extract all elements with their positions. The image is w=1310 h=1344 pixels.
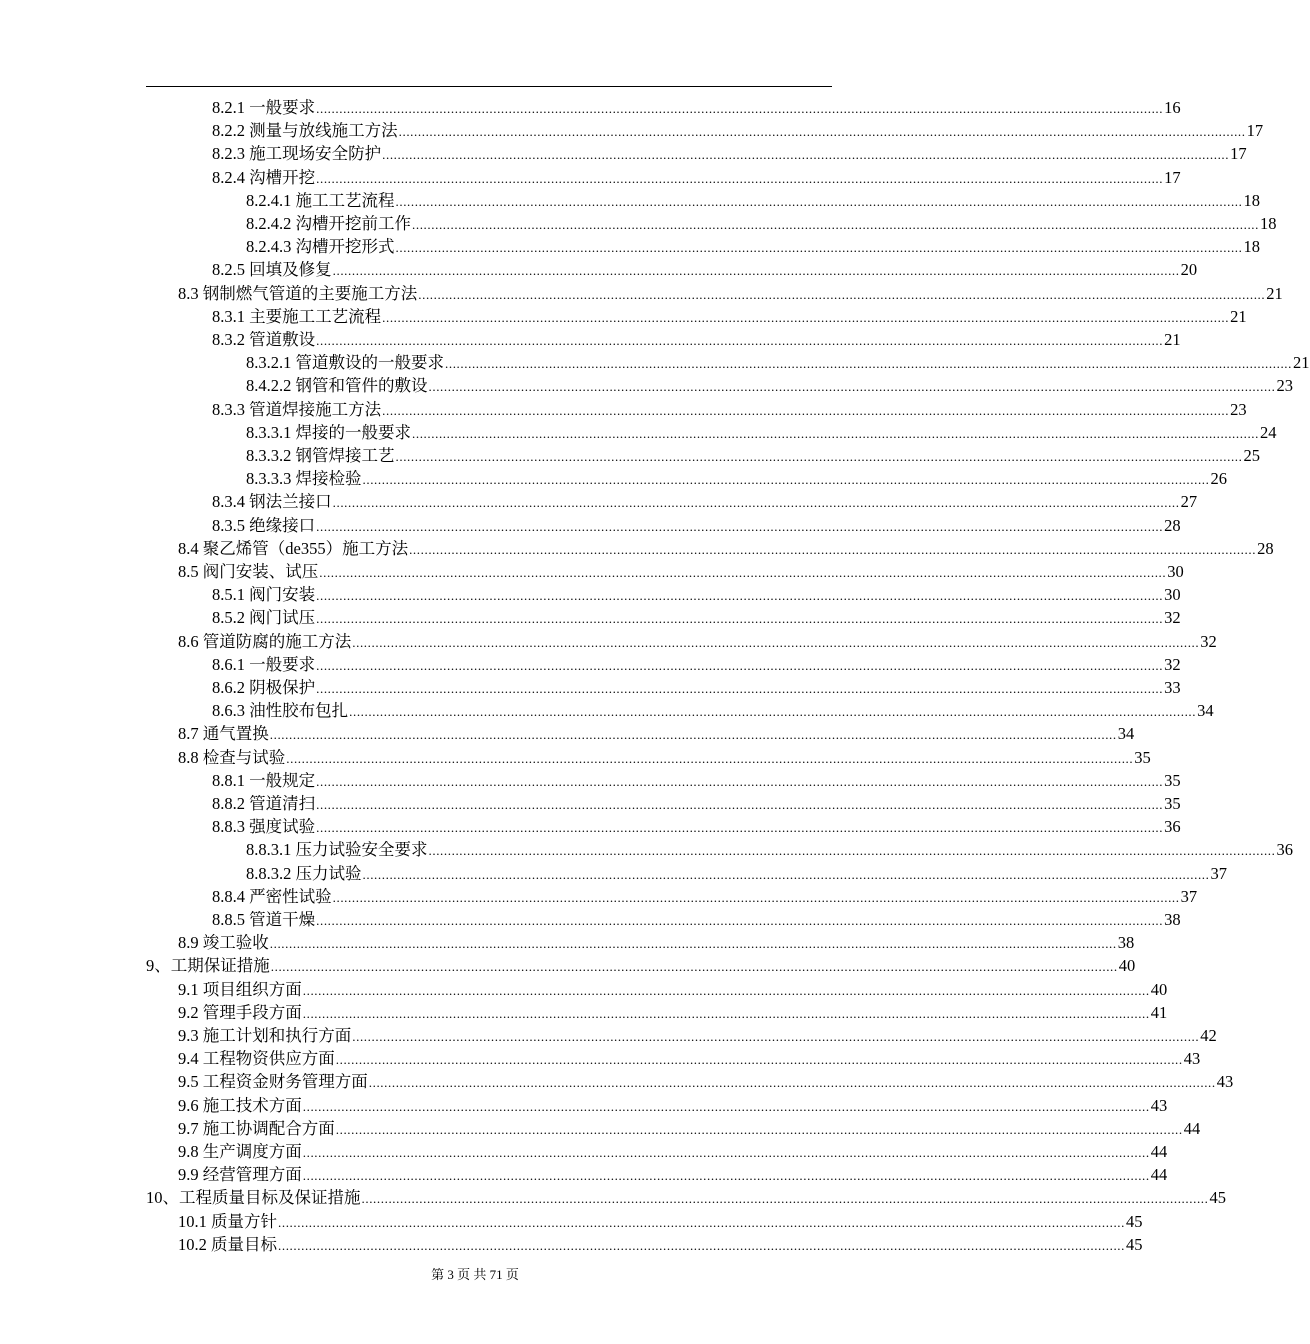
toc-entry[interactable]	[178, 1024, 1217, 1047]
toc-entry[interactable]	[212, 699, 1214, 722]
toc-entry-title: 8.3.3.2 钢管焊接工艺	[246, 446, 395, 465]
toc-entry[interactable]	[212, 328, 1181, 351]
toc-entry[interactable]	[246, 467, 1227, 490]
toc-entry-page: 43	[1216, 1072, 1234, 1092]
toc-entry-page: 41	[1150, 1002, 1168, 1022]
toc-dot-leader: ............................................................................................................................................................................................................................	[316, 611, 1164, 627]
toc-entry[interactable]	[246, 838, 1293, 861]
toc-entry-title: 8.8.1 一般规定	[212, 770, 316, 790]
toc-entry-title: 8.8 检查与试验	[178, 747, 286, 767]
toc-entry-page: 17	[1164, 167, 1181, 187]
toc-entry[interactable]	[146, 1186, 1226, 1209]
toc-entry[interactable]	[246, 374, 1293, 397]
toc-dot-leader: ............................................................................................................................................................................................................................	[349, 704, 1197, 720]
toc-entry-title: 8.8.3.2 压力试验	[246, 863, 362, 883]
toc-entry-page: 44	[1183, 1118, 1201, 1138]
toc-entry[interactable]	[212, 792, 1181, 815]
toc-dot-leader: ............................................................................................................................................................................................................................	[278, 1214, 1125, 1230]
toc-entry-title: 8.2.4.1 施工工艺流程	[246, 190, 395, 210]
toc-entry-page: 21	[1230, 306, 1247, 326]
toc-entry[interactable]	[246, 235, 1260, 258]
toc-entry-page: 45	[1126, 1211, 1143, 1231]
toc-entry-page: 43	[1150, 1095, 1168, 1115]
toc-dot-leader: ............................................................................................................................................................................................................................	[270, 959, 1118, 975]
toc-entry-title: 8.3.2 管道敷设	[212, 330, 316, 349]
toc-dot-leader: ............................................................................................................................................................................................................................	[412, 217, 1259, 232]
toc-entry-title: 8.3.1 主要施工工艺流程	[212, 306, 382, 326]
toc-dot-leader: ............................................................................................................................................................................................................................	[368, 1075, 1216, 1091]
toc-entry-title: 10.2 质量目标	[178, 1234, 277, 1254]
toc-entry-title: 8.3.3 管道焊接施工方法	[212, 399, 382, 419]
toc-entry-page: 30	[1164, 585, 1181, 605]
toc-dot-leader: ............................................................................................................................................................................................................................	[382, 402, 1230, 418]
toc-entry-title: 8.8.4 严密性试验	[212, 886, 332, 906]
toc-dot-leader: ............................................................................................................................................................................................................................	[395, 240, 1243, 256]
toc-entry-title: 8.8.3 强度试验	[212, 817, 316, 837]
toc-entry-page: 18	[1243, 190, 1260, 210]
toc-entry[interactable]	[178, 1047, 1201, 1070]
toc-entry-page: 44	[1150, 1142, 1168, 1161]
toc-entry[interactable]	[178, 1117, 1201, 1140]
toc-dot-leader: ............................................................................................................................................................................................................................	[445, 356, 1292, 372]
toc-entry-title: 9.1 项目组织方面	[178, 979, 302, 999]
toc-entry-page: 16	[1164, 98, 1181, 117]
toc-entry-page: 26	[1210, 469, 1227, 489]
toc-entry-page: 21	[1266, 283, 1283, 303]
toc-entry-page: 27	[1180, 492, 1198, 512]
toc-entry-page: 24	[1260, 422, 1277, 442]
toc-entry[interactable]	[212, 142, 1247, 165]
toc-entry[interactable]	[178, 978, 1168, 1001]
toc-entry-page: 32	[1164, 608, 1181, 628]
toc-entry-title: 8.6 管道防腐的施工方法	[178, 631, 352, 651]
toc-entry-title: 8.3.4 钢法兰接口	[212, 492, 332, 512]
toc-entry-page: 36	[1164, 817, 1181, 837]
toc-entry-title: 8.7 通气置换	[178, 724, 269, 744]
toc-entry[interactable]	[178, 1001, 1168, 1024]
toc-entry-title: 8.2.3 施工现场安全防护	[212, 144, 382, 164]
toc-entry-page: 33	[1164, 678, 1181, 697]
toc-entry-title: 8.5.1 阀门安装	[212, 585, 316, 605]
toc-entry-title: 8.2.4 沟槽开挖	[212, 167, 316, 187]
toc-entry[interactable]	[212, 676, 1181, 699]
toc-dot-leader: ............................................................................................................................................................................................................................	[302, 1005, 1150, 1021]
toc-dot-leader: ............................................................................................................................................................................................................................	[316, 773, 1164, 789]
toc-entry-page: 40	[1118, 956, 1136, 976]
toc-entry[interactable]	[146, 954, 1136, 977]
toc-entry-title: 9.9 经营管理方面	[178, 1165, 302, 1185]
toc-entry-title: 8.6.3 油性胶布包扎	[212, 701, 349, 721]
toc-entry-page: 44	[1150, 1165, 1168, 1185]
toc-entry[interactable]	[246, 421, 1277, 444]
toc-entry-title: 9.4 工程物资供应方面	[178, 1049, 335, 1069]
toc-entry[interactable]	[246, 212, 1277, 235]
toc-entry-page: 21	[1293, 353, 1310, 373]
toc-entry-page: 30	[1167, 562, 1184, 581]
toc-dot-leader: ............................................................................................................................................................................................................................	[335, 1121, 1183, 1137]
toc-entry-title: 8.4 聚乙烯管（de355）施工方法	[178, 538, 409, 558]
toc-entry-title: 9.7 施工协调配合方面	[178, 1118, 335, 1138]
toc-entry-page: 18	[1260, 214, 1277, 233]
toc-entry-title: 8.2.5 回填及修复	[212, 260, 332, 280]
toc-entry[interactable]	[212, 653, 1181, 676]
toc-dot-leader: ............................................................................................................................................................................................................................	[316, 588, 1164, 604]
toc-entry[interactable]	[178, 1140, 1168, 1163]
toc-entry-page: 21	[1164, 330, 1181, 349]
toc-entry-title: 9.5 工程资金财务管理方面	[178, 1072, 368, 1092]
toc-entry[interactable]	[178, 282, 1283, 305]
toc-entry-title: 8.5.2 阀门试压	[212, 608, 316, 628]
toc-entry[interactable]	[212, 305, 1247, 328]
toc-entry-page: 17	[1230, 144, 1247, 164]
toc-entry-title: 8.8.3.1 压力试验安全要求	[246, 840, 428, 860]
toc-dot-leader: ............................................................................................................................................................................................................................	[286, 750, 1134, 766]
toc-dot-leader: ............................................................................................................................................................................................................................	[316, 913, 1164, 928]
toc-dot-leader: ............................................................................................................................................................................................................................	[269, 727, 1117, 743]
toc-entry-title: 8.4.2.2 钢管和管件的敷设	[246, 376, 428, 396]
toc-entry[interactable]	[212, 885, 1198, 908]
toc-dot-leader: ............................................................................................................................................................................................................................	[412, 425, 1259, 441]
toc-dot-leader: ............................................................................................................................................................................................................................	[316, 820, 1164, 836]
toc-entry[interactable]	[178, 722, 1135, 745]
toc-entry-page: 32	[1164, 654, 1181, 674]
toc-dot-leader: ............................................................................................................................................................................................................................	[302, 1098, 1150, 1114]
toc-entry-page: 20	[1180, 260, 1198, 280]
toc-entry[interactable]	[246, 189, 1260, 212]
toc-entry-title: 9.8 生产调度方面	[178, 1142, 302, 1161]
toc-entry-title: 8.2.4.2 沟槽开挖前工作	[246, 214, 411, 233]
toc-dot-leader: ............................................................................................................................................................................................................................	[395, 193, 1243, 209]
toc-entry-page: 45	[1209, 1188, 1226, 1208]
toc-entry-page: 35	[1164, 770, 1181, 790]
toc-entry-page: 43	[1183, 1049, 1201, 1069]
toc-dot-leader: ............................................................................................................................................................................................................................	[316, 657, 1164, 673]
toc-entry[interactable]	[178, 630, 1217, 653]
toc-entry-page: 37	[1180, 886, 1198, 906]
toc-entry[interactable]	[246, 862, 1227, 885]
toc-dot-leader: ............................................................................................................................................................................................................................	[428, 843, 1276, 859]
toc-entry-page: 18	[1243, 237, 1260, 257]
toc-entry[interactable]	[178, 1233, 1143, 1256]
toc-entry[interactable]	[212, 583, 1181, 606]
toc-dot-leader: ............................................................................................................................................................................................................................	[316, 797, 1164, 812]
toc-entry[interactable]	[212, 908, 1181, 931]
toc-dot-leader: ............................................................................................................................................................................................................................	[316, 681, 1164, 696]
toc-entry-page: 45	[1126, 1234, 1143, 1254]
toc-entry[interactable]	[246, 444, 1260, 467]
toc-dot-leader: ............................................................................................................................................................................................................................	[409, 541, 1257, 557]
toc-entry[interactable]	[212, 96, 1181, 119]
toc-entry-title: 10、工程质量目标及保证措施	[146, 1188, 361, 1208]
toc-dot-leader: ............................................................................................................................................................................................................................	[362, 866, 1210, 882]
toc-entry-title: 8.9 竣工验收	[178, 933, 269, 953]
toc-entry-title: 9.3 施工计划和执行方面	[178, 1026, 352, 1045]
toc-dot-leader: ............................................................................................................................................................................................................................	[316, 170, 1164, 186]
toc-dot-leader: ............................................................................................................................................................................................................................	[382, 309, 1230, 325]
toc-entry-title: 10.1 质量方针	[178, 1211, 277, 1231]
toc-entry-title: 8.3.3.1 焊接的一般要求	[246, 422, 411, 442]
toc-entry-page: 23	[1276, 376, 1293, 396]
toc-entry-page: 37	[1210, 863, 1227, 883]
toc-entry-page: 23	[1230, 399, 1247, 419]
toc-entry-page: 35	[1164, 794, 1181, 813]
toc-dot-leader: ............................................................................................................................................................................................................................	[319, 565, 1167, 580]
header-rule	[146, 86, 832, 87]
toc-entry[interactable]	[212, 815, 1181, 838]
toc-entry[interactable]	[212, 119, 1264, 142]
toc-entry-title: 9.2 管理手段方面	[178, 1002, 302, 1022]
toc-entry-page: 34	[1197, 701, 1214, 721]
toc-entry-page: 34	[1117, 724, 1135, 744]
toc-dot-leader: ............................................................................................................................................................................................................................	[352, 634, 1200, 650]
toc-entry[interactable]	[212, 166, 1181, 189]
toc-dot-leader: ............................................................................................................................................................................................................................	[316, 333, 1164, 348]
toc-entry[interactable]	[178, 1210, 1143, 1233]
toc-dot-leader: ............................................................................................................................................................................................................................	[332, 495, 1180, 511]
toc-entry[interactable]	[212, 398, 1247, 421]
toc-entry-page: 38	[1117, 933, 1135, 953]
toc-dot-leader: ............................................................................................................................................................................................................................	[332, 263, 1180, 279]
toc-dot-leader: ............................................................................................................................................................................................................................	[398, 124, 1246, 140]
toc-dot-leader: ............................................................................................................................................................................................................................	[302, 982, 1150, 998]
toc-entry-title: 8.8.2 管道清扫	[212, 794, 316, 813]
toc-entry-title: 8.3 钢制燃气管道的主要施工方法	[178, 283, 418, 303]
toc-entry-page: 35	[1134, 747, 1151, 767]
toc-entry-page: 36	[1276, 840, 1293, 860]
toc-entry-title: 8.5 阀门安装、试压	[178, 562, 319, 581]
toc-dot-leader: ............................................................................................................................................................................................................................	[362, 472, 1210, 488]
toc-entry[interactable]	[246, 351, 1310, 374]
toc-entry-title: 8.2.2 测量与放线施工方法	[212, 121, 398, 141]
toc-dot-leader: ............................................................................................................................................................................................................................	[316, 101, 1164, 116]
toc-entry[interactable]	[212, 490, 1198, 513]
toc-entry[interactable]	[212, 258, 1198, 281]
toc-dot-leader: ............................................................................................................................................................................................................................	[428, 379, 1276, 395]
toc-dot-leader: ............................................................................................................................................................................................................................	[352, 1029, 1200, 1044]
toc-entry-title: 9.6 施工技术方面	[178, 1095, 302, 1115]
toc-entry-page: 25	[1243, 446, 1260, 465]
page-footer: 第 3 页 共 71 页	[431, 1267, 519, 1282]
toc-dot-leader: ............................................................................................................................................................................................................................	[278, 1237, 1125, 1253]
toc-entry-title: 8.8.5 管道干燥	[212, 910, 316, 929]
toc-entry-title: 8.3.2.1 管道敷设的一般要求	[246, 353, 444, 373]
toc-entry-page: 40	[1150, 979, 1168, 999]
toc-dot-leader: ............................................................................................................................................................................................................................	[418, 286, 1266, 302]
toc-entry-title: 8.6.1 一般要求	[212, 654, 316, 674]
toc-entry-title: 9、工期保证措施	[146, 956, 270, 976]
toc-entry[interactable]	[178, 1094, 1168, 1117]
toc-entry[interactable]	[212, 514, 1181, 537]
toc-dot-leader: ............................................................................................................................................................................................................................	[361, 1191, 1209, 1207]
toc-dot-leader: ............................................................................................................................................................................................................................	[269, 936, 1117, 952]
toc-entry-title: 8.2.1 一般要求	[212, 98, 316, 117]
toc-entry[interactable]	[212, 606, 1181, 629]
toc-dot-leader: ............................................................................................................................................................................................................................	[332, 889, 1180, 905]
toc-entry[interactable]	[178, 1070, 1234, 1093]
toc-entry-page: 28	[1164, 515, 1181, 535]
toc-entry[interactable]	[178, 1163, 1168, 1186]
toc-entry-title: 8.3.5 绝缘接口	[212, 515, 316, 535]
toc-entry-page: 32	[1200, 631, 1217, 651]
toc-entry-page: 28	[1257, 538, 1274, 558]
toc-entry-page: 17	[1246, 121, 1264, 141]
toc-entry-title: 8.6.2 阴极保护	[212, 678, 316, 697]
toc-entry[interactable]	[178, 931, 1135, 954]
toc-entry-page: 38	[1164, 910, 1181, 929]
toc-dot-leader: ............................................................................................................................................................................................................................	[302, 1168, 1150, 1184]
toc-entry[interactable]	[178, 560, 1184, 583]
toc-entry-page: 42	[1200, 1026, 1217, 1045]
toc-dot-leader: ............................................................................................................................................................................................................................	[335, 1052, 1183, 1068]
toc-dot-leader: ............................................................................................................................................................................................................................	[302, 1145, 1150, 1160]
toc-dot-leader: ............................................................................................................................................................................................................................	[395, 449, 1243, 464]
toc-entry-title: 8.3.3.3 焊接检验	[246, 469, 362, 489]
toc-entry[interactable]	[212, 769, 1181, 792]
toc-dot-leader: ............................................................................................................................................................................................................................	[382, 147, 1230, 163]
toc-dot-leader: ............................................................................................................................................................................................................................	[316, 518, 1164, 534]
toc-entry[interactable]	[178, 746, 1151, 769]
toc-entry[interactable]	[178, 537, 1274, 560]
toc-entry-title: 8.2.4.3 沟槽开挖形式	[246, 237, 395, 257]
